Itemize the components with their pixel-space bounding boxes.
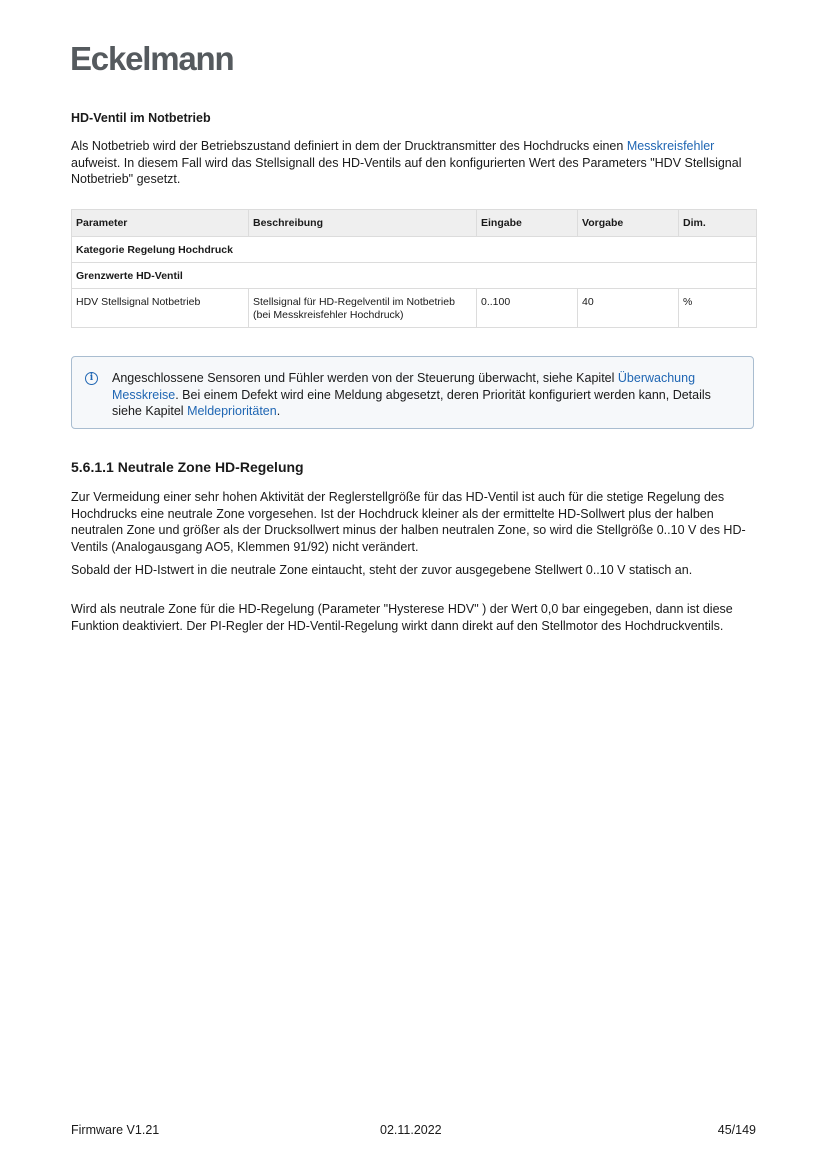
notbetrieb-paragraph <box>71 138 761 188</box>
eckelmann-logo: Eckelmann <box>70 40 234 77</box>
info-icon: i <box>85 372 98 385</box>
section-heading-notbetrieb: HD-Ventil im Notbetrieb <box>71 111 211 125</box>
messkreisfehler-link[interactable]: Messkreisfehler <box>626 139 715 153</box>
cell-eingabe: 0..100 <box>477 289 578 328</box>
subcategory-row <box>72 263 757 289</box>
cell-parameter: HDV Stellsignal Notbetrieb <box>72 289 249 328</box>
subcategory-label: Grenzwerte HD-Ventil <box>72 263 757 289</box>
cell-vorgabe: 40 <box>578 289 679 328</box>
category-row <box>72 237 757 263</box>
info-note-text <box>112 370 742 420</box>
notbetrieb-text-2: aufweist. In diesem Fall wird das Stellsignall des HD-Ventils auf den konfigurierten Wert des Parameters "HDV Stellsignal Notbetrieb" gesetzt. <box>71 155 742 186</box>
column-header-eingabe: Eingabe <box>477 210 578 237</box>
category-label: Kategorie Regelung Hochdruck <box>72 237 757 263</box>
neutrale-zone-paragraph-2: Sobald der HD-Istwert in die neutrale Zone eintaucht, steht der zuvor ausgegebene Stellwert 0..10 V statisch an. <box>71 563 693 577</box>
meldeprioritaeten-link[interactable]: Meldeprioritäten <box>187 404 277 418</box>
cell-beschreibung: Stellsignal für HD-Regelventil im Notbetrieb (bei Messkreisfehler Hochdruck) <box>249 289 477 328</box>
section-heading-neutrale-zone: 5.6.1.1 Neutrale Zone HD-Regelung <box>71 459 304 475</box>
notbetrieb-text-1: Als Notbetrieb wird der Betriebszustand definiert in dem der Drucktransmitter des Hochdrucks einen <box>71 139 627 153</box>
neutrale-zone-paragraph-3: Wird als neutrale Zone für die HD-Regelung (Parameter "Hysterese HDV" ) der Wert 0,0 bar eingegeben, dann ist diese Funktion deaktiviert. Der PI-Regler der HD-Ventil-Regelung wirkt dann direkt auf den Stellmotor des Hochdruckventils. <box>71 602 733 633</box>
footer-date: 02.11.2022 <box>380 1123 442 1137</box>
note-text-3: . <box>276 404 281 418</box>
parameter-table <box>71 209 757 328</box>
cell-dim: % <box>679 289 757 328</box>
column-header-dim: Dim. <box>679 210 757 237</box>
column-header-parameter: Parameter <box>72 210 249 237</box>
table-row <box>72 289 757 328</box>
ueberwachung-messkreise-link[interactable]: Überwachung Messkreise <box>112 371 696 402</box>
column-header-beschreibung: Beschreibung <box>249 210 477 237</box>
column-header-vorgabe: Vorgabe <box>578 210 679 237</box>
note-text-2: . Bei einem Defekt wird eine Meldung abgesetzt, deren Priorität konfiguriert werden kann, Details siehe Kapitel <box>112 387 711 418</box>
footer-page-number: 45/149 <box>717 1123 756 1137</box>
neutrale-zone-paragraph-1: Zur Vermeidung einer sehr hohen Aktivität der Reglerstellgröße für das HD-Ventil ist auch für die stetige Regelung des Hochdrucks eine neutrale Zone vorgesehen. Ist der Hochdruck kleiner als der ermittelte HD-Sollwert plus der halben neutralen Zone und größer als der Drucksollwert minus der halben neutralen Zone, so wird die Stellgröße 0..10 V des HD-Ventils (Analogausgang AO5, Klemmen 91/92) nicht verändert. <box>71 490 746 554</box>
note-text-1: Angeschlossene Sensoren und Fühler werden von der Steuerung überwacht, siehe Kapitel <box>112 371 618 385</box>
info-note-box <box>71 356 754 429</box>
table-header-row <box>72 210 757 237</box>
footer-firmware: Firmware V1.21 <box>71 1123 160 1137</box>
